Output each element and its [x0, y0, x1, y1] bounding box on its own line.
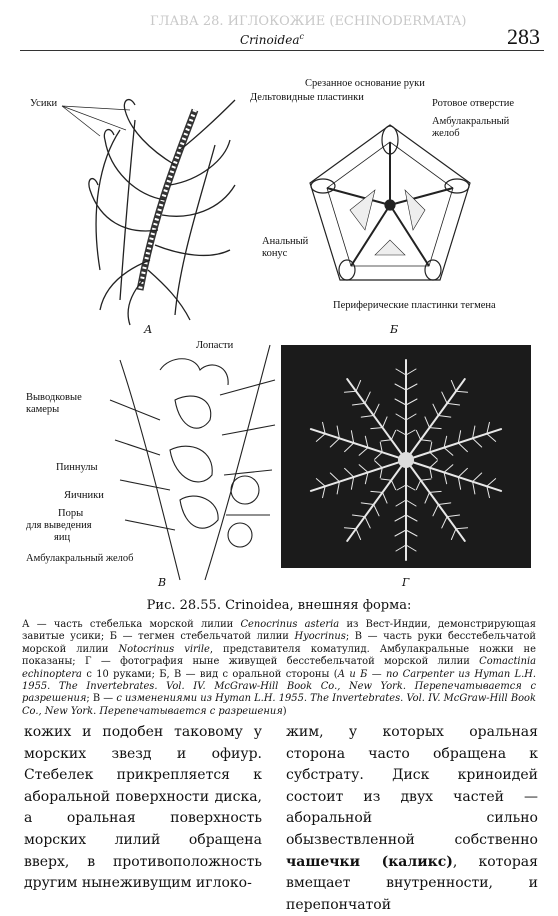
label-cirri: Усики — [30, 98, 58, 109]
panel-tag-v: В — [158, 576, 167, 589]
term-calyx: чашечки (каликс) — [286, 853, 453, 870]
label-lobes: Лопасти — [196, 340, 234, 351]
body-text-right: жим, у которых оральная сторона часто обращена к субстрату. Диск криноидей состоит из двух частей — аборальной сильно обызвествленной собственно чашечки (каликс), которая вмещает внутренности, и перепончатой — [286, 724, 538, 913]
panel-tag-b: Б — [390, 323, 399, 336]
label-deltoid-plates: Дельтовидные пластинки — [250, 92, 364, 103]
panel-tag-g: Г — [402, 576, 410, 589]
label-brood-2: камеры — [26, 404, 60, 415]
label-anal-cone-1: Анальный — [262, 236, 309, 247]
label-pores-1: Поры — [58, 508, 84, 519]
header-rule — [20, 50, 544, 51]
label-brood-1: Выводковые — [26, 392, 82, 403]
body-text-left: кожих и подобен таковому у морских звезд и офиур. Стебелек прикрепляется к аборальной поверхности диска, а оральная поверхность морских лилий обращена вверх, в противоположность другим нынеживущим иглоко- — [24, 724, 262, 892]
page-number: 283 — [507, 24, 540, 49]
label-pinnules: Пиннулы — [56, 462, 98, 473]
figure-caption: А — часть стебелька морской лилии Cenocrinus asteria из Вест-Индии, демонстрирующая завитые усики; Б — тегмен стебельчатой лилии Hyocrinus; В — часть руки бесстебельчатой морской лилии Notocrinus virile, представителя коматулид. Амбулакральные ножки не показаны; Г — фотография ныне живущей бесстебельчатой морской лилии Comactinia echinoptera с 10 руками; Б, В — вид с оральной стороны (А и Б — по Carpenter из Hyman L.H. 1955. The Invertebrates. Vol. IV. McGraw-Hill Book Co., New York. Перепечатывается с разрешения; В — с изменениями из Hyman L.H. 1955. The Invertebrates. Vol. IV. McGraw-Hill Book Co., New York. Перепечатывается с разрешения) — [22, 619, 537, 717]
page-header — [0, 10, 558, 54]
leader-lines-a — [60, 100, 140, 140]
figure-panel-g-photo — [281, 345, 531, 568]
label-mouth: Ротовое отверстие — [432, 98, 514, 109]
label-peripheral-plates: Периферические пластинки тегмена — [333, 300, 496, 311]
label-ambulacral-groove-2: желоб — [432, 128, 460, 139]
figure-panel-b-drawing — [305, 120, 475, 290]
bleed-through-heading: ГЛАВА 28. ИГЛОКОЖИЕ (ECHINODERMATA) — [150, 14, 467, 29]
running-title: Crinoidea$^c$ — [240, 32, 304, 47]
label-cut-arm-base: Срезанное основание руки — [305, 78, 425, 89]
label-anal-cone-2: конус — [262, 248, 288, 259]
label-pores-3: яиц — [54, 532, 71, 543]
label-pores-2: для выведения — [26, 520, 92, 531]
panel-tag-a: А — [144, 323, 153, 336]
label-amb-groove: Амбулакральный желоб — [26, 553, 134, 564]
label-ovaries: Яичники — [64, 490, 104, 501]
label-ambulacral-groove-1: Амбулакральный — [432, 116, 510, 127]
feather-star-image — [281, 345, 531, 568]
figure-caption-title: Рис. 28.55. Crinoidea, внешняя форма: — [146, 598, 412, 613]
